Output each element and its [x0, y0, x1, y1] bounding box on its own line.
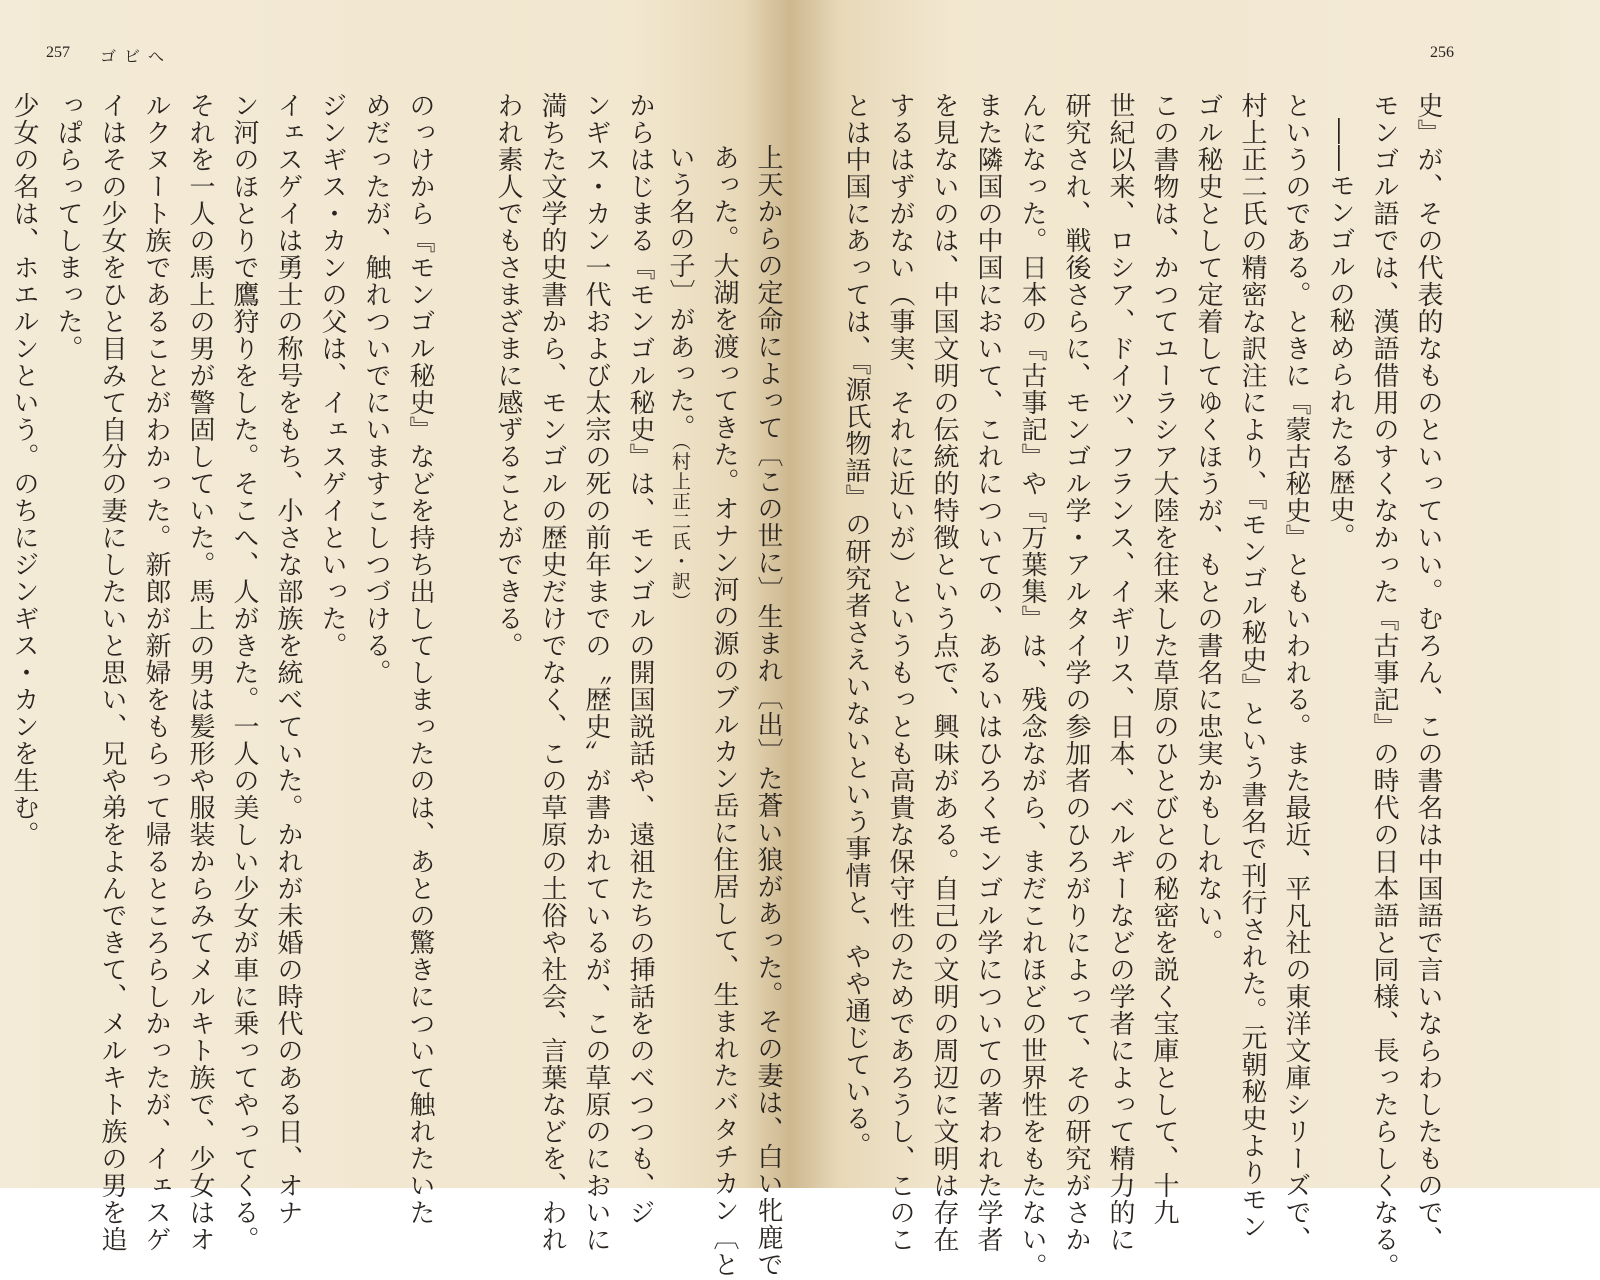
- running-head: ゴビへ: [100, 47, 173, 66]
- text-line: というのである。ときに『蒙古秘史』ともいわれる。また最近、平凡社の東洋文庫シリーズで、: [1281, 92, 1311, 1253]
- text-line: モンゴル語では、漢語借用のすくなかった『古事記』の時代の日本語と同様、長ったらしくなる。: [1369, 92, 1399, 1280]
- page-number-right: 256: [1430, 44, 1454, 61]
- text-line: ン河のほとりで鷹狩りをした。そこへ、人がきた。一人の美しい少女が車に乗ってやってくる。: [229, 92, 259, 1253]
- text-line: 史』が、その代表的なものといっていい。むろん、この書名は中国語で言いならわしたもので、: [1413, 92, 1443, 1253]
- quote-text: いう名の子〕があった。: [665, 144, 695, 441]
- text-line: ゴル秘史として定着してゆくほうが、もとの書名に忠実かもしれない。: [1193, 92, 1223, 956]
- text-line: ルクヌート族であることがわかった。新郎が新婦をもらって帰るところらしかったが、イェスゲ: [141, 92, 171, 1253]
- text-line: っぱらってしまった。: [53, 92, 83, 362]
- quote-line: [658, 92, 702, 1172]
- text-line: 研究され、戦後さらに、モンゴル学・アルタイ学の参加者のひろがりによって、その研究がさか: [1061, 92, 1091, 1253]
- text-line: われ素人でもさまざまに感ずることができる。: [493, 92, 523, 659]
- text-line: を見ないのは、中国文明の伝統的特徴という点で、興味がある。自己の文明の周辺に文明は存在: [929, 92, 959, 1253]
- page-number-left: 257: [46, 44, 70, 61]
- text-line: ジンギス・カンの父は、イェスゲイといった。: [317, 92, 347, 659]
- text-line: それを一人の馬上の男が警固していた。馬上の男は髪形や服装からみてメルキト族で、少女はオ: [185, 92, 215, 1253]
- text-line: のっけから『モンゴル秘史』などを持ち出してしまったのは、あとの驚きについて触れたいた: [405, 92, 435, 1226]
- text-line: からはじまる『モンゴル秘史』は、モンゴルの開国説話や、遠祖たちの挿話をのべつつも、ジ: [625, 92, 655, 1226]
- right-body-text: [665, 92, 1450, 1280]
- text-line: 少女の名は、ホエルンという。のちにジンギス・カンを生む。: [9, 92, 39, 848]
- quote-line: あった。大湖を渡ってきた。オナン河の源のブルカン岳に住居して、生まれたバタチカン〔と: [709, 144, 739, 1278]
- text-line: 世紀以来、ロシア、ドイツ、フランス、イギリス、日本、ベルギーなどの学者によって精力的に: [1105, 92, 1135, 1253]
- text-line: 満ちた文学的史書から、モンゴルの歴史だけでなく、この草原の土俗や社会、言葉などを、われ: [537, 92, 567, 1253]
- text-line: また隣国の中国において、これについての、あるいはひろくモンゴル学についての著われた学者: [973, 92, 1003, 1253]
- paragraph-gap: [442, 92, 486, 1172]
- text-line: めだったが、触れついでにいますこしつづける。: [361, 92, 391, 686]
- quote-source: （村上正二氏・訳）: [669, 441, 691, 612]
- text-line: この書物は、かつてユーラシア大陸を往来した草原のひとびとの秘密を説く宝庫として、十九: [1149, 92, 1179, 1226]
- text-line: イェスゲイは勇士の称号をもち、小さな部族を統べていた。かれが未婚の時代のある日、オナ: [273, 92, 303, 1226]
- text-line: とは中国にあっては、『源氏物語』の研究者さえいないという事情と、やや通じている。: [841, 92, 871, 1159]
- quote-line: 上天からの定命によって〔この世に〕生まれ〔出〕た蒼い狼があった。その妻は、白い牝鹿で: [753, 144, 783, 1278]
- right-page: [665, 0, 1600, 1280]
- indented-title-line: ――モンゴルの秘められたる歴史。: [1325, 118, 1355, 550]
- left-body-text: [9, 92, 662, 1253]
- text-line: 村上正二氏の精密な訳注により、『モンゴル秘史』という書名で刊行された。元朝秘史よりモン: [1237, 92, 1267, 1240]
- text-line: [0, 92, 2, 1172]
- text-line: ンギス・カン一代および太宗の死の前年までの〝歴史〟が書かれているが、この草原のにおいに: [581, 92, 611, 1253]
- text-line: するはずがない（事実、それに近いが）というもっとも高貴な保守性のためであろうし、このこ: [885, 92, 915, 1253]
- text-line: んになった。日本の『古事記』や『万葉集』は、残念ながら、まだこれほどの世界性をもたない。: [1017, 92, 1047, 1280]
- paragraph-gap: [790, 92, 834, 1172]
- text-line: イはその少女をひと目みて自分の妻にしたいと思い、兄や弟をよんできて、メルキト族の男を追: [97, 92, 127, 1253]
